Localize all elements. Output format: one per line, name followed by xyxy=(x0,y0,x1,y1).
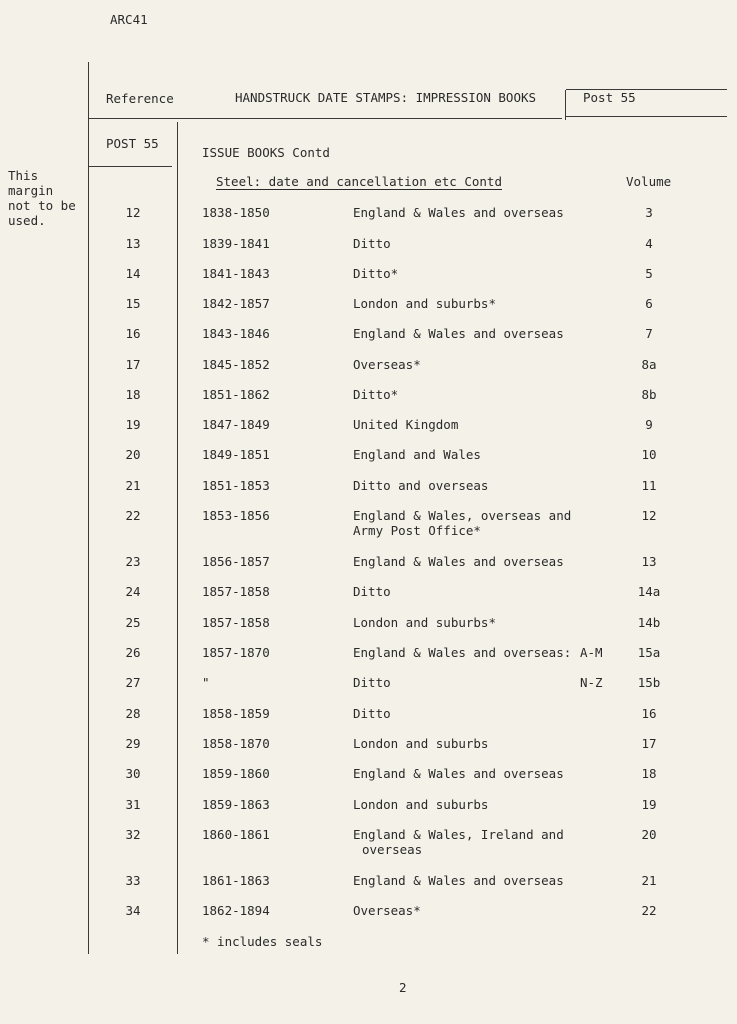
date-range: 1839-1841 xyxy=(202,236,270,251)
description: London and suburbs xyxy=(353,797,489,812)
piece-number: 28 xyxy=(125,706,141,721)
description: Ditto* xyxy=(353,266,399,281)
piece-number: 22 xyxy=(125,508,141,523)
piece-header-rule xyxy=(88,166,172,167)
volume-number: 11 xyxy=(641,478,657,493)
description: England & Wales and overseas xyxy=(353,766,564,781)
table-row xyxy=(0,584,737,614)
volume-number: 17 xyxy=(641,736,657,751)
margin-note: This margin not to be used. xyxy=(8,168,76,228)
piece-number: 20 xyxy=(125,447,141,462)
date-range: 1841-1843 xyxy=(202,266,270,281)
piece-number: 12 xyxy=(125,205,141,220)
volume-number: 6 xyxy=(645,296,653,311)
volume-number: 14a xyxy=(637,584,661,599)
volume-number: 9 xyxy=(645,417,653,432)
date-range: 1856-1857 xyxy=(202,554,270,569)
date-range: 1858-1870 xyxy=(202,736,270,751)
piece-number: 23 xyxy=(125,554,141,569)
date-range: 1860-1861 xyxy=(202,827,270,842)
date-range: 1845-1852 xyxy=(202,357,270,372)
volume-number: 7 xyxy=(645,326,653,341)
table-row xyxy=(0,645,737,675)
subsection-title: Steel: date and cancellation etc Contd xyxy=(216,174,502,189)
volume-number: 4 xyxy=(645,236,653,251)
section-title: ISSUE BOOKS Contd xyxy=(202,145,330,160)
date-range: 1861-1863 xyxy=(202,873,270,888)
doc-id: ARC41 xyxy=(110,12,148,27)
date-range: 1843-1846 xyxy=(202,326,270,341)
table-row xyxy=(0,873,737,903)
table-row xyxy=(0,417,737,447)
table-row xyxy=(0,903,737,933)
table-row xyxy=(0,296,737,326)
description-continued: Army Post Office* xyxy=(353,523,481,538)
header-bottom-rule xyxy=(88,118,562,119)
date-range: 1838-1850 xyxy=(202,205,270,220)
piece-column-header: POST 55 xyxy=(106,136,159,151)
piece-number: 15 xyxy=(125,296,141,311)
description: Overseas* xyxy=(353,903,421,918)
volume-number: 3 xyxy=(645,205,653,220)
volume-header: Volume xyxy=(626,174,672,189)
table-row xyxy=(0,827,737,857)
description-continued: overseas xyxy=(362,842,423,857)
table-row xyxy=(0,387,737,417)
page-number: 2 xyxy=(399,980,407,995)
description: Ditto xyxy=(353,706,391,721)
series-label: Post 55 xyxy=(583,90,636,105)
volume-number: 14b xyxy=(637,615,661,630)
description: London and suburbs* xyxy=(353,296,496,311)
range-note: N-Z xyxy=(580,675,603,690)
volume-number: 10 xyxy=(641,447,657,462)
volume-number: 15b xyxy=(637,675,661,690)
description: Overseas* xyxy=(353,357,421,372)
description: Ditto* xyxy=(353,387,399,402)
piece-number: 29 xyxy=(125,736,141,751)
description: Ditto xyxy=(353,236,391,251)
date-range: 1847-1849 xyxy=(202,417,270,432)
table-row xyxy=(0,615,737,645)
table-row xyxy=(0,266,737,296)
piece-number: 18 xyxy=(125,387,141,402)
description: Ditto xyxy=(353,675,391,690)
volume-number: 21 xyxy=(641,873,657,888)
volume-number: 12 xyxy=(641,508,657,523)
description: England and Wales xyxy=(353,447,481,462)
description: Ditto and overseas xyxy=(353,478,489,493)
piece-number: 16 xyxy=(125,326,141,341)
date-range: 1858-1859 xyxy=(202,706,270,721)
range-note: A-M xyxy=(580,645,603,660)
table-row xyxy=(0,554,737,584)
piece-number: 21 xyxy=(125,478,141,493)
table-row xyxy=(0,766,737,796)
piece-number: 14 xyxy=(125,266,141,281)
table-row xyxy=(0,326,737,356)
description: Ditto xyxy=(353,584,391,599)
page-title: HANDSTRUCK DATE STAMPS: IMPRESSION BOOKS xyxy=(235,90,537,105)
date-range: 1857-1858 xyxy=(202,615,270,630)
piece-number: 32 xyxy=(125,827,141,842)
volume-number: 5 xyxy=(645,266,653,281)
description: England & Wales and overseas xyxy=(353,326,564,341)
description: England & Wales and overseas xyxy=(353,554,564,569)
piece-number: 13 xyxy=(125,236,141,251)
date-range: 1849-1851 xyxy=(202,447,270,462)
volume-number: 19 xyxy=(641,797,657,812)
piece-number: 34 xyxy=(125,903,141,918)
volume-number: 20 xyxy=(641,827,657,842)
reference-label: Reference xyxy=(106,91,174,106)
piece-number: 27 xyxy=(125,675,141,690)
volume-number: 13 xyxy=(641,554,657,569)
piece-number: 26 xyxy=(125,645,141,660)
description: England & Wales and overseas: xyxy=(353,645,572,660)
volume-number: 22 xyxy=(641,903,657,918)
table-row xyxy=(0,478,737,508)
piece-number: 30 xyxy=(125,766,141,781)
series-bottom-rule xyxy=(566,116,727,117)
table-row xyxy=(0,236,737,266)
piece-number: 25 xyxy=(125,615,141,630)
table-row xyxy=(0,205,737,235)
piece-number: 31 xyxy=(125,797,141,812)
date-range: " xyxy=(202,675,210,690)
date-range: 1842-1857 xyxy=(202,296,270,311)
series-divider xyxy=(565,90,566,120)
description: England & Wales, Ireland and xyxy=(353,827,564,842)
volume-number: 16 xyxy=(641,706,657,721)
piece-number: 33 xyxy=(125,873,141,888)
table-row xyxy=(0,736,737,766)
date-range: 1857-1858 xyxy=(202,584,270,599)
table-row xyxy=(0,447,737,477)
table-row xyxy=(0,706,737,736)
date-range: 1859-1860 xyxy=(202,766,270,781)
footnote: * includes seals xyxy=(202,934,323,949)
date-range: 1859-1863 xyxy=(202,797,270,812)
piece-number: 19 xyxy=(125,417,141,432)
description: London and suburbs* xyxy=(353,615,496,630)
table-row xyxy=(0,357,737,387)
volume-number: 8a xyxy=(641,357,657,372)
description: London and suburbs xyxy=(353,736,489,751)
date-range: 1851-1862 xyxy=(202,387,270,402)
description: England & Wales and overseas xyxy=(353,205,564,220)
description: England & Wales and overseas xyxy=(353,873,564,888)
piece-number: 24 xyxy=(125,584,141,599)
piece-number: 17 xyxy=(125,357,141,372)
date-range: 1862-1894 xyxy=(202,903,270,918)
table-row xyxy=(0,797,737,827)
volume-number: 15a xyxy=(637,645,661,660)
volume-number: 18 xyxy=(641,766,657,781)
description: United Kingdom xyxy=(353,417,459,432)
table-row xyxy=(0,508,737,538)
table-row xyxy=(0,675,737,705)
date-range: 1853-1856 xyxy=(202,508,270,523)
date-range: 1851-1853 xyxy=(202,478,270,493)
date-range: 1857-1870 xyxy=(202,645,270,660)
volume-number: 8b xyxy=(641,387,657,402)
description: England & Wales, overseas and xyxy=(353,508,572,523)
